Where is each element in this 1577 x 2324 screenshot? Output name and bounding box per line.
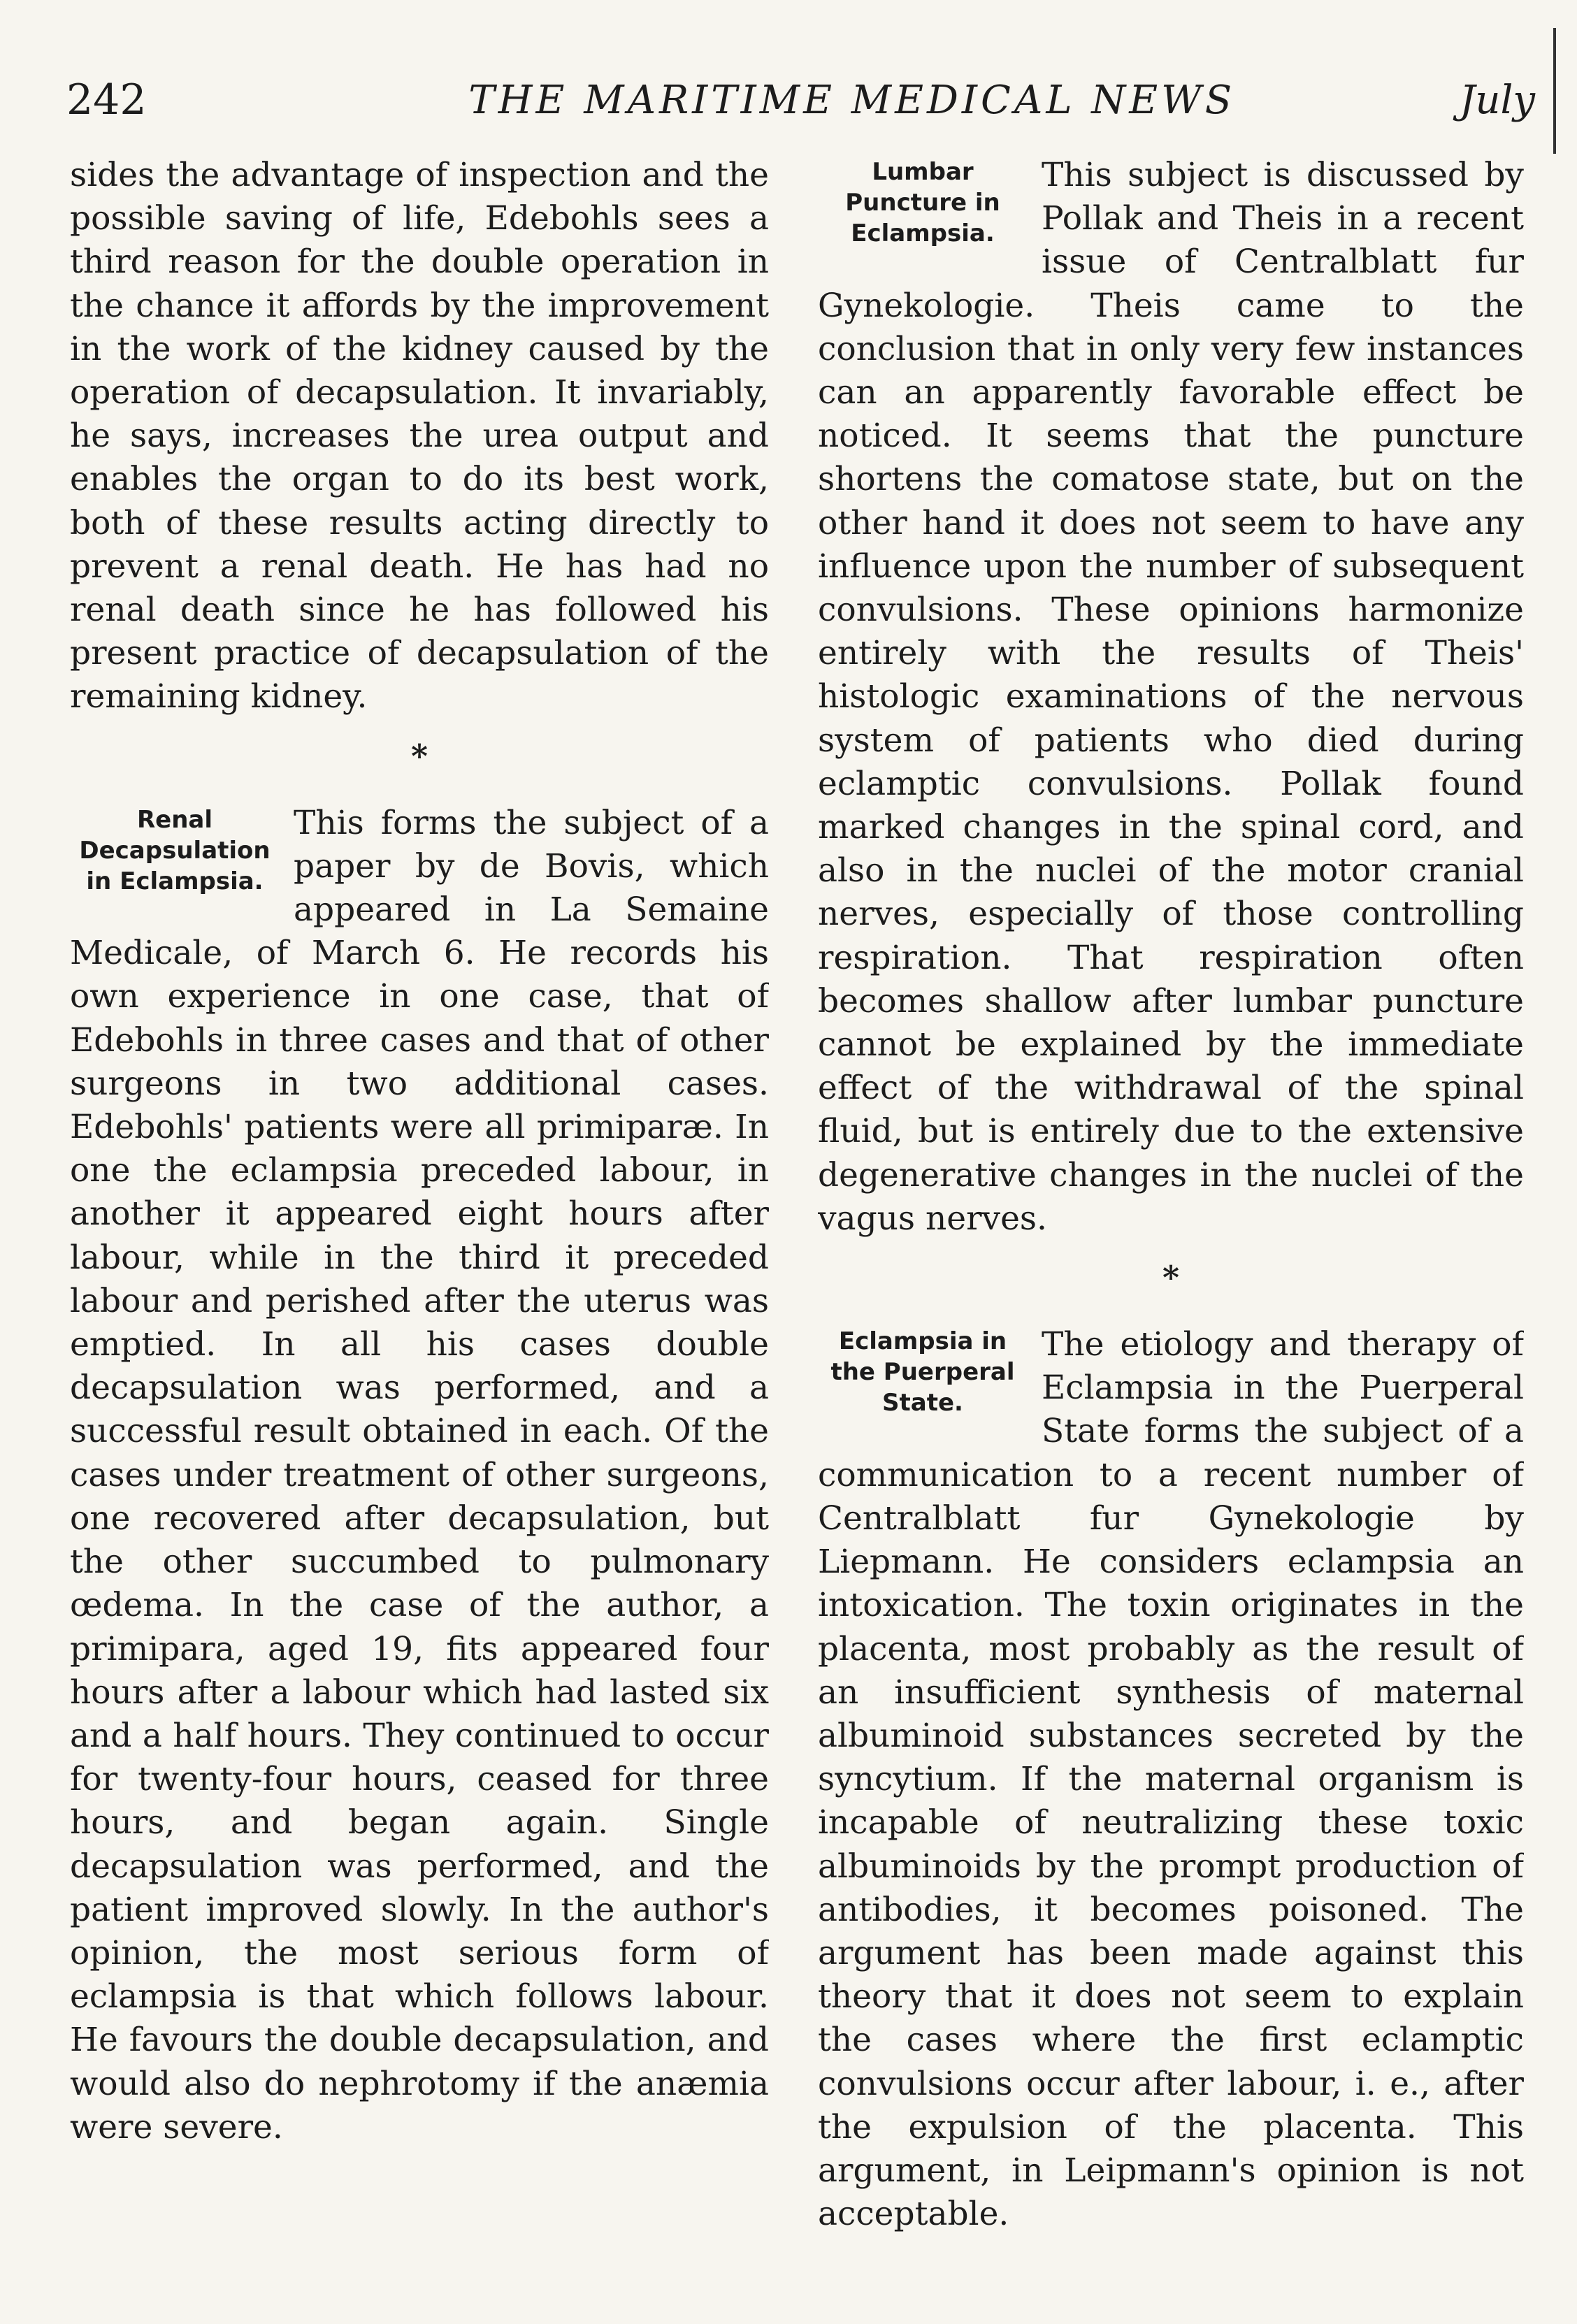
margin-rule — [1553, 28, 1556, 154]
puerperal-eclampsia-section — [818, 1323, 1524, 2236]
issue-month: July — [1459, 77, 1535, 123]
page-number: 242 — [66, 75, 147, 124]
side-heading-puerperal-state: Eclampsia in the Puerperal State. — [830, 1327, 1015, 1417]
right-column — [818, 154, 1524, 2236]
lumbar-puncture-text: This subject is discussed by Pollak and Theis in a recent issue of Centralblatt fur Gynekologie. Theis came to the conclusion that in only very few instances can an apparently favorable effect be noticed. It seems that the puncture shortens the comatose state, but on the other hand it does not seem to have any influence upon the number of subsequent convulsions. These opinions harmonize entirely with the results of Theis' histologic examinations of the nervous system of patients who died during eclamptic convulsions. Pollak found marked changes in the spinal cord, and also in the nuclei of the motor cranial nerves, especially of those controlling respiration. That respiration often becomes shallow after lumbar puncture cannot be explained by the immediate effect of the withdrawal of the spinal fluid, but is entirely due to the extensive degenerative changes in the nuclei of the vagus nerves. — [818, 156, 1524, 1238]
side-heading-lumbar-puncture: Lumbar Puncture in Eclampsia. — [845, 158, 1000, 247]
page-header — [66, 62, 1535, 138]
left-column — [70, 154, 769, 2149]
renal-decapsulation-text: This forms the subject of a paper by de Bovis, which appeared in La Semaine Medicale, of March 6. He records his own experience in one case, that of Edebohls in three cases and that of other surgeons in two additional cases. Edebohls' patients were all primiparæ. In one the eclampsia preceded labour, in another it appeared eight hours after labour, while in the third it preceded labour and perished after the uterus was emptied. In all his cases double decapsulation was performed, and a successful result obtained in each. Of the cases under treatment of other surgeons, one recovered after decapsulation, but the other succumbed to pulmonary œdema. In the case of the author, a primipara, aged 19, fits appeared four hours after a labour which had lasted six and a half hours. They continued to occur for twenty-four hours, ceased for three hours, and began again. Single decapsulation was performed, and the patient improved slowly. In the author's opinion, the most serious form of eclampsia is that which follows labour. He favours the double decapsulation, and would also do nephrotomy if the anæmia were severe. — [70, 803, 769, 2146]
renal-decapsulation-section — [70, 802, 769, 2149]
section-separator: * — [410, 737, 429, 775]
journal-title: THE MARITIME MEDICAL NEWS — [468, 77, 1236, 123]
continued-paragraph: sides the advantage of inspection and the possible saving of life, Edebohls sees a third reason for the double operation in the chance it affords by the improvement in the work of the kidney caused by the operation of decapsulation. It invariably, he says, increases the urea output and enables the organ to do its best work, both of these results acting directly to prevent a renal death. He has had no renal death since he has followed his present practice of decapsulation of the remaining kidney. — [70, 156, 769, 716]
side-heading-renal-decapsulation: Renal Decapsulation in Eclampsia. — [79, 805, 271, 895]
section-separator: * — [1162, 1259, 1180, 1297]
lumbar-puncture-section — [818, 154, 1524, 1241]
puerperal-eclampsia-text: The etiology and therapy of Eclampsia in the Puerperal State forms the subject of a communication to a recent number of Centralblatt fur Gynekologie by Liepmann. He considers eclampsia an intoxication. The toxin originates in the placenta, most probably as the result of an insufficient synthesis of maternal albuminoid substances secreted by the syncytium. If the maternal organism is incapable of neutralizing these toxic albuminoids by the prompt production of antibodies, it becomes poisoned. The argument has been made against this theory that it does not seem to explain the cases where the first eclamptic convulsions occur after labour, i. e., after the expulsion of the placenta. This argument, in Leipmann's opinion is not acceptable. — [818, 1325, 1524, 2234]
